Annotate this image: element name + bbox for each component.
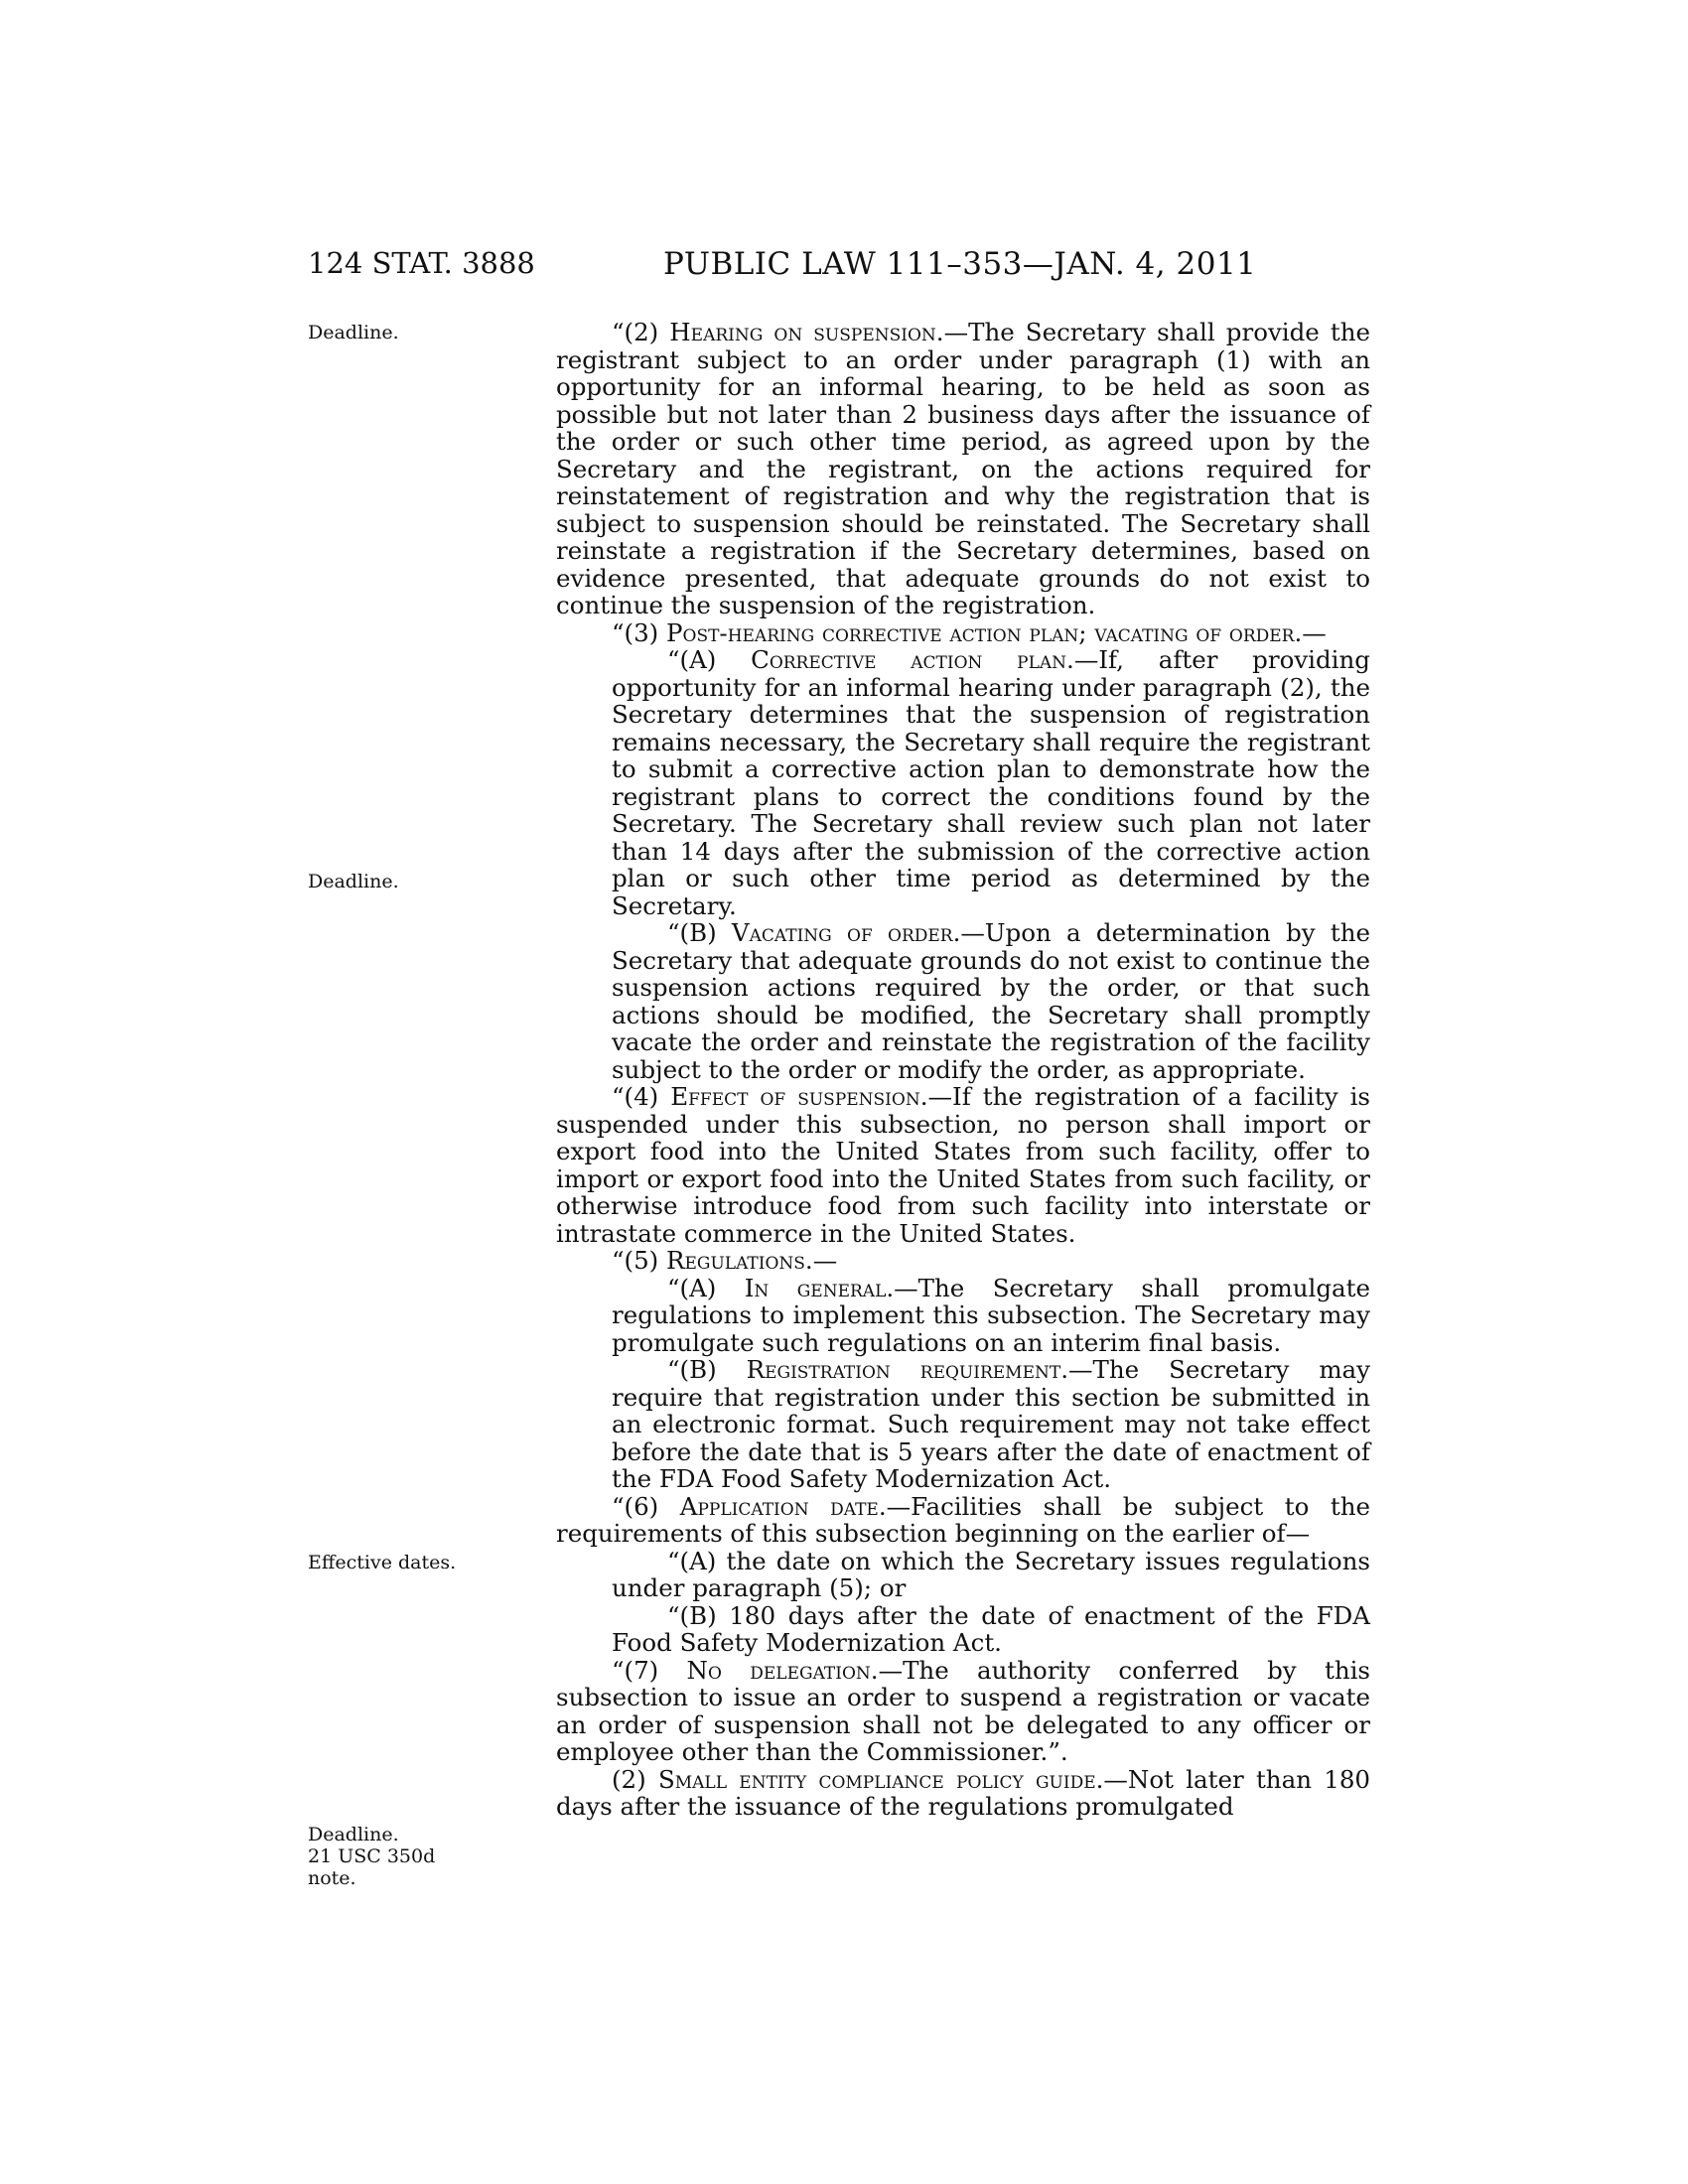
margin-note-deadline: Deadline.	[308, 322, 399, 343]
paragraph-heading: “(5) Regulations.	[612, 1246, 813, 1275]
paragraph-subitem-a	[556, 1548, 1370, 1602]
paragraph-heading: “(B) Vacating of order.	[667, 918, 961, 947]
paragraph-text: —The Secretary may require that registration under this section be submitted in an electronic format. Such requirement may not take effect before the date that is 5 years after the date of enactment of the FDA Food Safety Modernization Act.	[612, 1355, 1370, 1493]
margin-note-usc-citation: 21 USC 350d	[308, 1845, 436, 1867]
running-title: PUBLIC LAW 111–353—JAN. 4, 2011	[663, 246, 1257, 282]
paragraph-registration-requirement	[556, 1356, 1370, 1493]
paragraph-small-entity-guide	[556, 1766, 1370, 1821]
paragraph-text: “(B) 180 days after the date of enactment of the FDA Food Safety Modernization Act.	[612, 1600, 1370, 1657]
paragraph-text: —Upon a determination by the Secretary that adequate grounds do not exist to continue the suspension actions required by the order, or that such actions should be modified, the Secretary shall promptly vacate the order and reinstate the registration of the facility subject to the order or modify the order, as appropriate.	[612, 918, 1370, 1084]
paragraph-heading: “(2) Hearing on suspension.	[612, 318, 944, 346]
paragraph-heading: “(7) No delegation.	[612, 1655, 879, 1685]
page-header	[308, 246, 1370, 286]
paragraph-subitem-b	[556, 1602, 1370, 1657]
paragraph-post-hearing-plan	[556, 619, 1370, 647]
paragraph-text: —The Secretary shall promulgate regulations to implement this subsection. The Secretary may promulgate such regulations on an interim final basis.	[612, 1273, 1370, 1357]
statute-body	[556, 319, 1370, 1821]
paragraph-heading: “(3) Post-hearing corrective action plan; vacating of order.	[612, 617, 1303, 647]
paragraph-heading: “(A) In general.	[667, 1273, 895, 1302]
paragraph-text: —The Secretary shall provide the registrant subject to an order under paragraph (1) with an opportunity for an informal hearing, to be held as soon as possible but not later than 2 business days after the issuance of the order or such other time period, as agreed upon by the Secretary and the registrant, on the actions required for reinstatement of registration and why the registration that is subject to suspension should be reinstated. The Secretary shall reinstate a registration if the Secretary determines, based on evidence presented, that adequate grounds do not exist to continue the suspension of the registration.	[556, 318, 1371, 619]
margin-note-usc-citation-note: note.	[308, 1867, 356, 1889]
paragraph-hearing-on-suspension	[556, 319, 1370, 619]
paragraph-heading: (2) Small entity compliance policy guide.	[612, 1764, 1104, 1794]
paragraph-text: —	[812, 1246, 838, 1275]
paragraph-text: “(A) the date on which the Secretary issues regulations under paragraph (5); or	[612, 1546, 1370, 1602]
paragraph-text: —Facilities shall be subject to the requirements of this subsection beginning on the earlier of—	[556, 1491, 1370, 1548]
page-stat-reference: 124 STAT. 3888	[308, 246, 535, 280]
paragraph-application-date	[556, 1493, 1370, 1548]
paragraph-text: —If, after providing opportunity for an informal hearing under paragraph (2), the Secretary determines that the suspension of registration remains necessary, the Secretary shall require the registrant to submit a corrective action plan to demonstrate how the registrant plans to correct the conditions found by the Secretary. The Secretary shall review such plan not later than 14 days after the submission of the corrective action plan or such other time period as determined by the Secretary.	[612, 645, 1370, 920]
paragraph-regulations	[556, 1247, 1370, 1275]
paragraph-heading: “(4) Effect of suspension.	[612, 1082, 928, 1111]
paragraph-heading: “(B) Registration requirement.	[667, 1355, 1068, 1384]
paragraph-text: —	[1302, 617, 1327, 647]
paragraph-text: —If the registration of a facility is suspended under this subsection, no person shall import or export food into the United States from such facility, offer to import or export food into the United States from such facility, or otherwise introduce food from such facility into interstate or intrastate commerce in the United States.	[556, 1082, 1370, 1248]
paragraph-effect-of-suspension	[556, 1083, 1370, 1247]
margin-note-deadline: Deadline.	[308, 871, 399, 892]
paragraph-in-general	[556, 1275, 1370, 1357]
paragraph-heading: “(6) Application date.	[612, 1491, 887, 1521]
paragraph-heading: “(A) Corrective action plan.	[667, 645, 1074, 674]
paragraph-text: —The authority conferred by this subsection to issue an order to suspend a registration or vacate an order of suspension shall not be delegated to any officer or employee other than the Commissioner.”.	[556, 1655, 1371, 1766]
paragraph-no-delegation	[556, 1657, 1370, 1766]
paragraph-text: —Not later than 180 days after the issuance of the regulations promulgated	[556, 1764, 1371, 1821]
paragraph-vacating-of-order	[556, 919, 1370, 1083]
paragraph-corrective-action-plan	[556, 646, 1370, 919]
margin-note-deadline: Deadline.	[308, 1824, 399, 1845]
margin-note-effective-dates: Effective dates.	[308, 1552, 457, 1573]
